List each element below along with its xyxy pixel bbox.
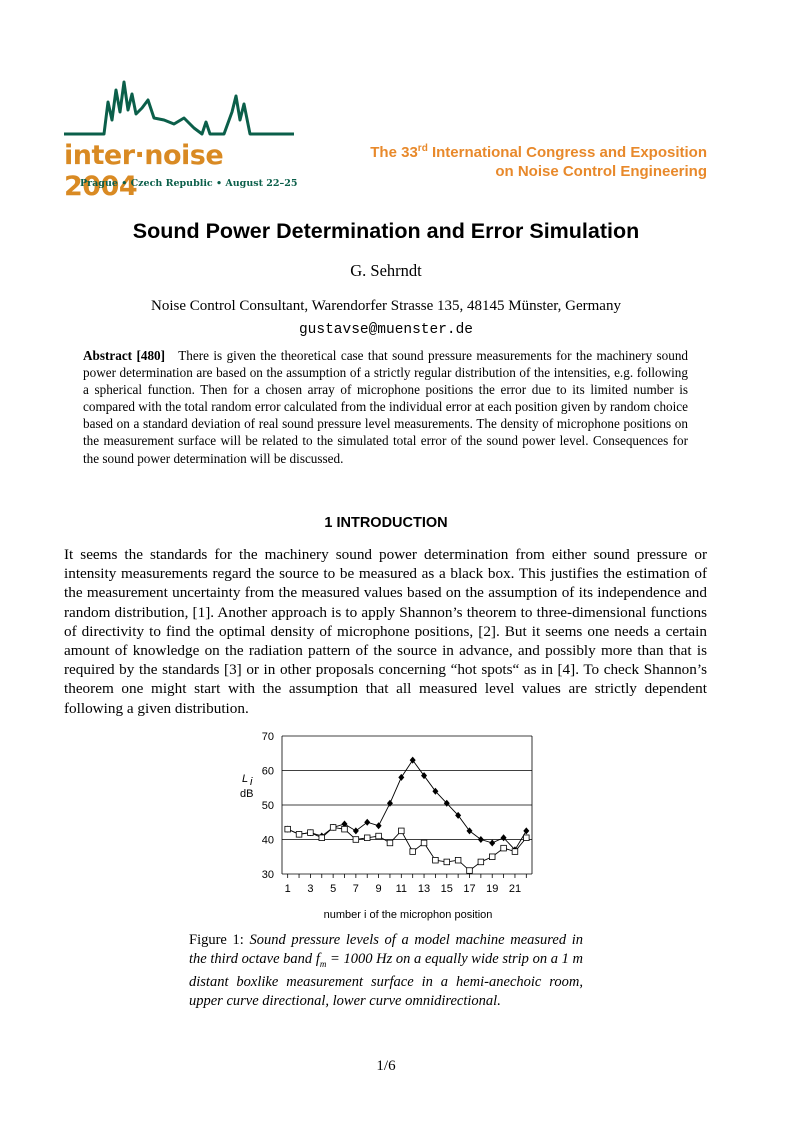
data-point-square — [512, 849, 518, 855]
x-tick-label: 19 — [486, 883, 499, 895]
data-point-square — [342, 826, 348, 832]
abstract-text: There is given the theoretical case that sound pressure measurements for the machinery sound power determination are based on the assumption of a strictly regular distribution of the intensities, e.g. following a spherical function. Then for a chosen array of microphone positions the error due to its limited number is compared with the total random error calculated from the individual error at each position given by random choice based on a standard deviation of real sound pressure level measurements. The density of microphone positions on the measurement surface will be related to the simulated total error of the sound power level. Consequences for the sound power determination will be discussed. — [83, 348, 689, 466]
data-point-square — [330, 825, 336, 831]
series-line — [288, 827, 527, 870]
data-point-square — [364, 835, 370, 841]
caption-part2: = 1000 Hz on a equally wide strip on a 1 m distant boxlike measurement surface in a hemi-anechoic room, upper curve directional, lower curve omnidirectional. — [189, 950, 584, 1009]
data-point-square — [296, 832, 302, 838]
data-point-square — [444, 859, 450, 865]
x-tick-label: 5 — [330, 883, 337, 895]
congress-line2: on Noise Control Engineering — [495, 163, 707, 180]
author-email: gustavse@muenster.de — [298, 322, 474, 338]
congress-header — [287, 139, 707, 181]
data-point-square — [489, 854, 495, 860]
abstract-label: Abstract [480] — [83, 348, 166, 363]
caption-label: Figure 1: — [189, 932, 244, 948]
data-point-square — [353, 837, 359, 843]
section-heading: 1 INTRODUCTION — [324, 515, 448, 531]
y-axis-label-sub: i — [250, 776, 253, 788]
x-tick-label: 13 — [417, 883, 431, 895]
data-point-square — [455, 857, 461, 863]
x-tick-label: 21 — [508, 883, 522, 895]
x-tick-label: 17 — [463, 883, 476, 895]
data-point-diamond — [364, 819, 370, 826]
data-point-diamond — [376, 822, 382, 829]
figure-1-chart — [230, 726, 550, 926]
data-point-square — [478, 859, 484, 865]
conference-logo — [64, 72, 298, 202]
data-point-square — [433, 857, 439, 863]
y-tick-label: 40 — [261, 834, 274, 847]
paper-title: Sound Power Determination and Error Simulation — [132, 219, 640, 243]
x-tick-label: 9 — [375, 883, 382, 895]
data-point-diamond — [478, 836, 484, 843]
data-point-square — [501, 845, 507, 851]
data-point-diamond — [523, 827, 529, 834]
data-point-square — [376, 833, 382, 839]
prague-skyline-icon — [64, 72, 294, 142]
caption-part1: Sound pressure levels of a model machine measured in the third octave band — [189, 932, 583, 967]
data-point-square — [319, 835, 325, 841]
page-number: 1/6 — [376, 1058, 396, 1074]
y-tick-label: 50 — [261, 800, 274, 812]
x-tick-label: 1 — [284, 883, 291, 895]
x-tick-label: 15 — [440, 883, 453, 895]
x-axis-label: number i of the microphon position — [323, 909, 493, 921]
y-axis-unit: dB — [240, 788, 254, 800]
data-point-square — [524, 835, 530, 841]
logo-title: inter·noise 2004 — [64, 140, 224, 202]
y-axis-label: L — [242, 773, 249, 785]
abstract — [83, 347, 688, 467]
congress-line1-pre: The 33 — [370, 144, 418, 161]
author-affiliation: Noise Control Consultant, Warendorfer Strasse 135, 48145 Münster, Germany — [151, 298, 621, 314]
data-point-square — [285, 826, 291, 832]
congress-line1-post: International Congress and Exposition — [427, 144, 707, 161]
x-tick-label: 11 — [395, 883, 408, 895]
data-point-square — [308, 830, 314, 836]
congress-line1 — [287, 139, 707, 162]
data-point-square — [421, 840, 427, 846]
data-point-square — [410, 849, 416, 855]
data-point-diamond — [353, 827, 359, 834]
author-name: G. Sehrndt — [350, 261, 422, 280]
x-tick-label: 3 — [307, 883, 314, 895]
caption-fm: $f_m$ — [315, 950, 327, 969]
x-tick-label: 7 — [352, 883, 359, 895]
data-point-square — [399, 828, 405, 834]
data-point-diamond — [489, 839, 495, 846]
congress-line1-sup: rd — [417, 143, 428, 154]
data-point-diamond — [387, 800, 393, 807]
y-tick-label: 70 — [261, 731, 274, 743]
y-tick-label: 60 — [261, 765, 274, 778]
y-tick-label: 30 — [261, 869, 274, 881]
data-point-square — [387, 840, 393, 846]
data-point-square — [467, 868, 473, 874]
intro-paragraph: It seems the standards for the machinery sound power determination from either sound pressure or intensity measurements regard the source to be measured as a black box. This justifies the estimation of the measurement uncertainty from the measured values based on the assumption of its independence and random distribution, [1]. Another approach is to apply Shannon’s theorem to three-dimensional functions of directivity to find the optimal density of microphone positions, [2]. But it seems one needs a certain amount of knowledge on the radiation pattern of the source in advance, and possibly more than that is required by the standards [3] or in other proposals concerning “hot spots“ as in [4]. To check Shannon’s theorem one might start with the assumption that all measured level values are strictly dependent following a given distribution. — [64, 546, 707, 717]
figure-caption — [189, 931, 583, 1010]
logo-subtitle: Prague • Czech Republic • August 22–25 — [80, 178, 298, 189]
